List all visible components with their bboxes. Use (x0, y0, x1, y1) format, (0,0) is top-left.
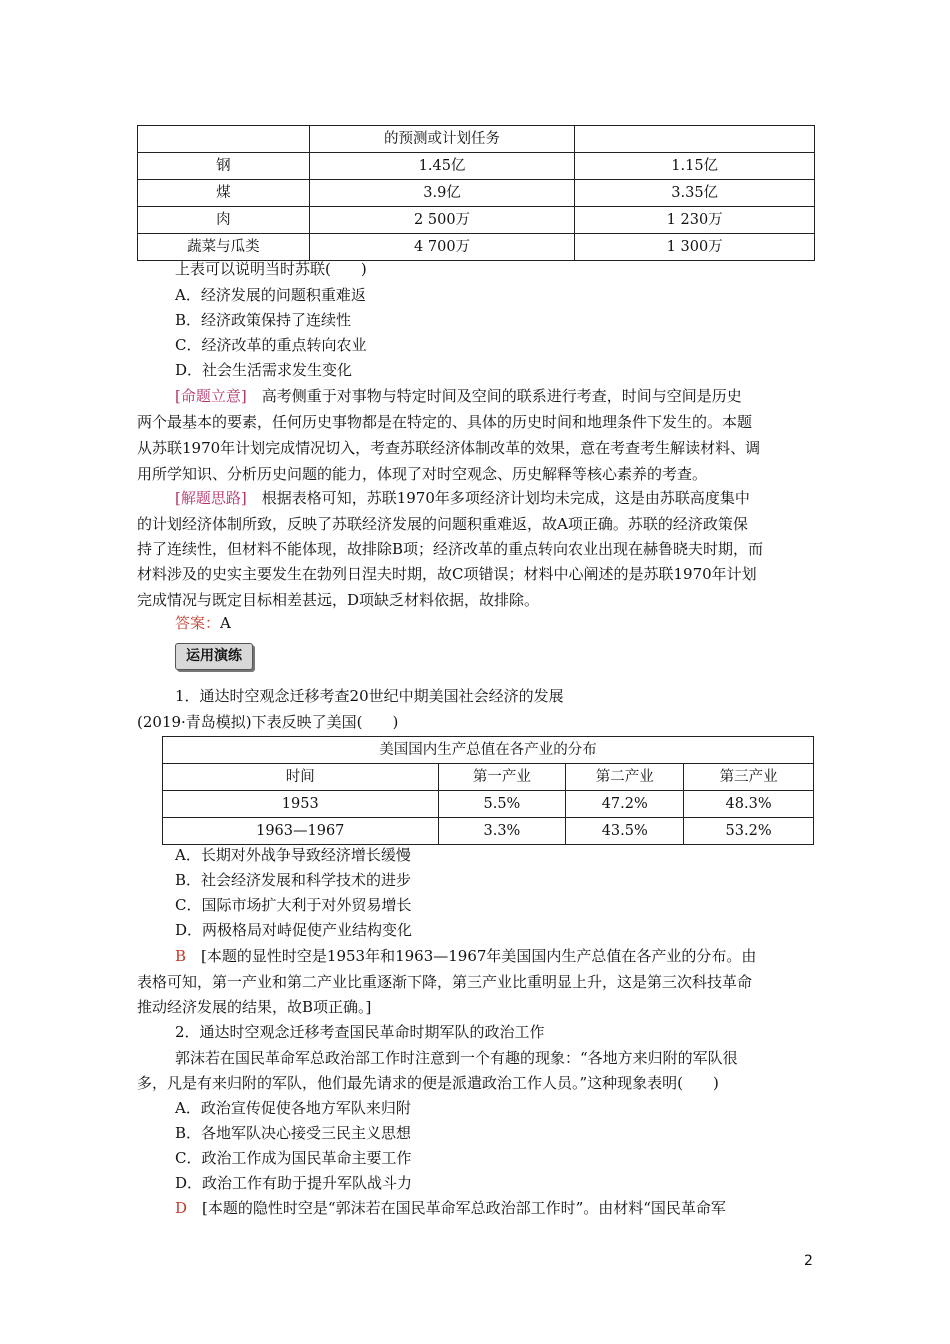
table-row (163, 737, 814, 764)
intent-tag: [命题立意] (175, 387, 247, 405)
explanation-line: B [本题的显性时空是1953年和1963—1967年美国国内生产总值在各产业的分布。由 (175, 947, 757, 965)
question-stem: 郭沫若在国民革命军总政治部工作时注意到一个有趣的现象：“各地方来归附的军队很 (175, 1049, 738, 1067)
table-cell: 53.2% (684, 818, 814, 845)
option-d: D．两极格局对峙促使产业结构变化 (175, 921, 413, 939)
option-a: A．政治宣传促使各地方军队来归附 (175, 1099, 411, 1117)
answer-line (175, 613, 815, 633)
option-c: C．经济改革的重点转向农业 (175, 336, 367, 354)
option-c: C．国际市场扩大利于对外贸易增长 (175, 896, 412, 914)
table-cell: 1.15亿 (575, 153, 815, 180)
table-cell: 5.5% (438, 791, 566, 818)
table-cell: 肉 (138, 207, 310, 234)
intent-line: 从苏联1970年计划完成情况切入，考查苏联经济体制改革的效果，意在考查考生解读材料、调 (137, 439, 761, 457)
intent-line: 用所学知识、分析历史问题的能力，体现了对时空观念、历史解释等核心素养的考查。 (137, 465, 708, 483)
solution-tag: [解题思路] (175, 489, 247, 507)
table-row (138, 153, 815, 180)
table-cell: 3.9亿 (309, 180, 575, 207)
question-title: 1．通达时空观念迁移考查20世纪中期美国社会经济的发展 (175, 687, 564, 705)
table-header: 第二产业 (566, 764, 684, 791)
table-cell: 蔬菜与瓜类 (138, 234, 310, 261)
explanation-line: 表格可知，第一产业和第二产业比重逐渐下降，第三产业比重明显上升，这是第三次科技革命 (137, 973, 753, 991)
option-a: A．长期对外战争导致经济增长缓慢 (175, 846, 411, 864)
page-number: 2 (804, 1253, 813, 1269)
table-header: 时间 (163, 764, 439, 791)
option-c: C．政治工作成为国民革命主要工作 (175, 1149, 412, 1167)
explanation-line: D [本题的隐性时空是“郭沫若在国民革命军总政治部工作时”。由材料“国民革命军 (175, 1199, 726, 1217)
table-cell: 钢 (138, 153, 310, 180)
table-row (138, 126, 815, 153)
table-row (138, 234, 815, 261)
table-cell: 1953 (163, 791, 439, 818)
intent-line: [命题立意] 高考侧重于对事物与特定时间及空间的联系进行考查，时间与空间是历史 (175, 387, 742, 405)
option-d: D．社会生活需求发生变化 (175, 361, 353, 379)
table-cell: 3.3% (438, 818, 566, 845)
question-stem: (2019·青岛模拟)下表反映了美国( ) (137, 713, 399, 731)
table-row (138, 207, 815, 234)
answer-label: 答案： (175, 614, 221, 632)
table-cell: 煤 (138, 180, 310, 207)
table-row (163, 764, 814, 791)
practice-badge: 运用演练 (175, 643, 253, 670)
table-cell: 1963—1967 (163, 818, 439, 845)
table-header: 第一产业 (438, 764, 566, 791)
answer-value: A (220, 614, 231, 632)
solution-line: 持了连续性，但材料不能体现，故排除B项；经济改革的重点转向农业出现在赫鲁晓夫时期，而 (137, 540, 764, 558)
us-gdp-table (162, 736, 814, 845)
solution-line: 材料涉及的史实主要发生在勃列日涅夫时期，故C项错误；材料中心阐述的是苏联1970年计划 (137, 565, 757, 583)
option-d: D．政治工作有助于提升军队战斗力 (175, 1174, 413, 1192)
table-cell: 47.2% (566, 791, 684, 818)
table-cell: 3.35亿 (575, 180, 815, 207)
table-cell: 43.5% (566, 818, 684, 845)
option-b: B．社会经济发展和科学技术的进步 (175, 871, 412, 889)
table-header: 第三产业 (684, 764, 814, 791)
table-row (138, 180, 815, 207)
table-row (163, 791, 814, 818)
table-cell: 1 230万 (575, 207, 815, 234)
answer-letter: B (175, 947, 187, 965)
question-stem: 多，凡是有来归附的军队，他们最先请求的便是派遣政治工作人员。”这种现象表明( ) (137, 1074, 719, 1092)
soviet-plan-table (137, 125, 815, 261)
solution-line: 的计划经济体制所致，反映了苏联经济发展的问题积重难返，故A项正确。苏联的经济政策保 (137, 515, 748, 533)
table-cell: 1.45亿 (309, 153, 575, 180)
table-cell: 1 300万 (575, 234, 815, 261)
solution-line: [解题思路] 根据表格可知，苏联1970年多项经济计划均未完成，这是由苏联高度集中 (175, 489, 750, 507)
table-cell: 48.3% (684, 791, 814, 818)
solution-line: 完成情况与既定目标相差甚远，D项缺乏材料依据，故排除。 (137, 591, 540, 609)
question-stem: 上表可以说明当时苏联( ) (175, 260, 367, 278)
table-cell: 的预测或计划任务 (309, 126, 575, 153)
explanation-line: 推动经济发展的结果，故B项正确。] (137, 998, 372, 1016)
table-title: 美国国内生产总值在各产业的分布 (163, 737, 814, 764)
intent-line: 两个最基本的要素，任何历史事物都是在特定的、具体的历史时间和地理条件下发生的。本题 (137, 413, 753, 431)
table-cell: 4 700万 (309, 234, 575, 261)
table-cell: 2 500万 (309, 207, 575, 234)
option-b: B．各地军队决心接受三民主义思想 (175, 1124, 412, 1142)
answer-letter: D (175, 1199, 188, 1217)
option-a: A．经济发展的问题积重难返 (175, 286, 366, 304)
table-row (163, 818, 814, 845)
option-b: B．经济政策保持了连续性 (175, 311, 352, 329)
question-title: 2．通达时空观念迁移考查国民革命时期军队的政治工作 (175, 1023, 545, 1041)
